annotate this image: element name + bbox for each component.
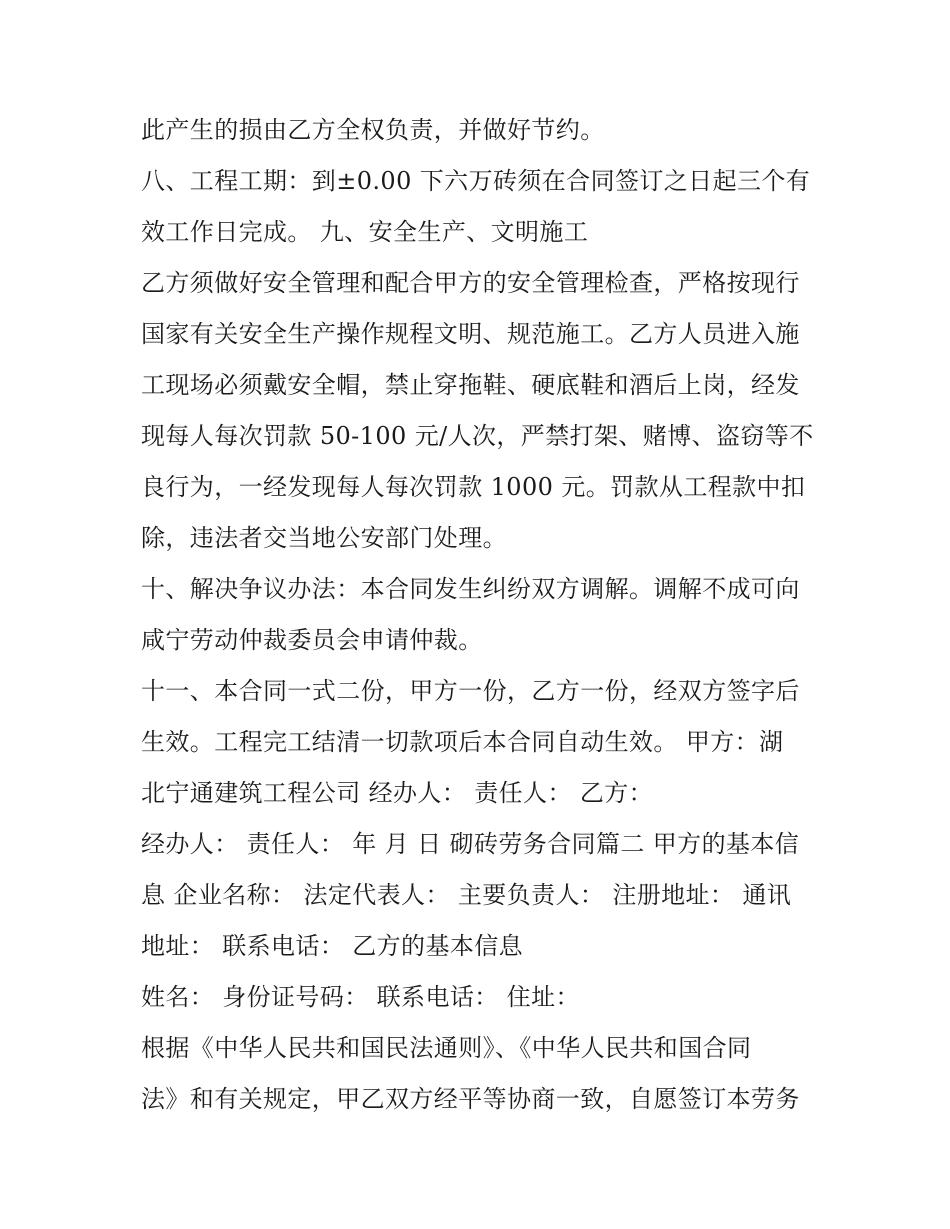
text-line: 国家有关安全生产操作规程文明、规范施工。乙方人员进入施 bbox=[141, 320, 800, 348]
text-line: 工现场必须戴安全帽，禁止穿拖鞋、硬底鞋和酒后上岗，经发 bbox=[141, 371, 800, 399]
text-line: 地址： 联系电话： 乙方的基本信息 bbox=[141, 932, 524, 960]
text-line: 十一、本合同一式二份，甲方一份，乙方一份，经双方签字后 bbox=[141, 677, 800, 705]
text-line: 除，违法者交当地公安部门处理。 bbox=[141, 524, 507, 552]
text-line: 根据《中华人民共和国民法通则》、《中华人民共和国合同 bbox=[141, 1034, 752, 1062]
text-line: 效工作日完成。 九、安全生产、文明施工 bbox=[141, 218, 589, 246]
text-line: 乙方须做好安全管理和配合甲方的安全管理检查，严格按现行 bbox=[141, 269, 800, 297]
text-line: 法》和有关规定，甲乙双方经平等协商一致，自愿签订本劳务 bbox=[141, 1085, 800, 1113]
text-line: 息 企业名称： 法定代表人： 主要负责人： 注册地址： 通讯 bbox=[141, 881, 792, 909]
text-line: 八、工程工期：到±0.00 下六万砖须在合同签订之日起三个有 bbox=[141, 167, 811, 195]
text-line: 生效。工程完工结清一切款项后本合同自动生效。 甲方：湖 bbox=[141, 728, 784, 756]
text-line: 现每人每次罚款 50-100 元/人次，严禁打架、赌博、盗窃等不 bbox=[141, 422, 814, 450]
text-line: 北宁通建筑工程公司 经办人： 责任人： 乙方： bbox=[141, 779, 654, 807]
text-line: 姓名： 身份证号码： 联系电话： 住址： bbox=[141, 983, 580, 1011]
text-line: 咸宁劳动仲裁委员会申请仲裁。 bbox=[141, 626, 483, 654]
text-line: 此产生的损由乙方全权负责，并做好节约。 bbox=[141, 116, 605, 144]
text-line: 良行为，一经发现每人每次罚款 1000 元。罚款从工程款中扣 bbox=[141, 473, 806, 501]
text-line: 十、解决争议办法：本合同发生纠纷双方调解。调解不成可向 bbox=[141, 575, 800, 603]
text-line: 经办人： 责任人： 年 月 日 砌砖劳务合同篇二 甲方的基本信 bbox=[141, 830, 800, 858]
